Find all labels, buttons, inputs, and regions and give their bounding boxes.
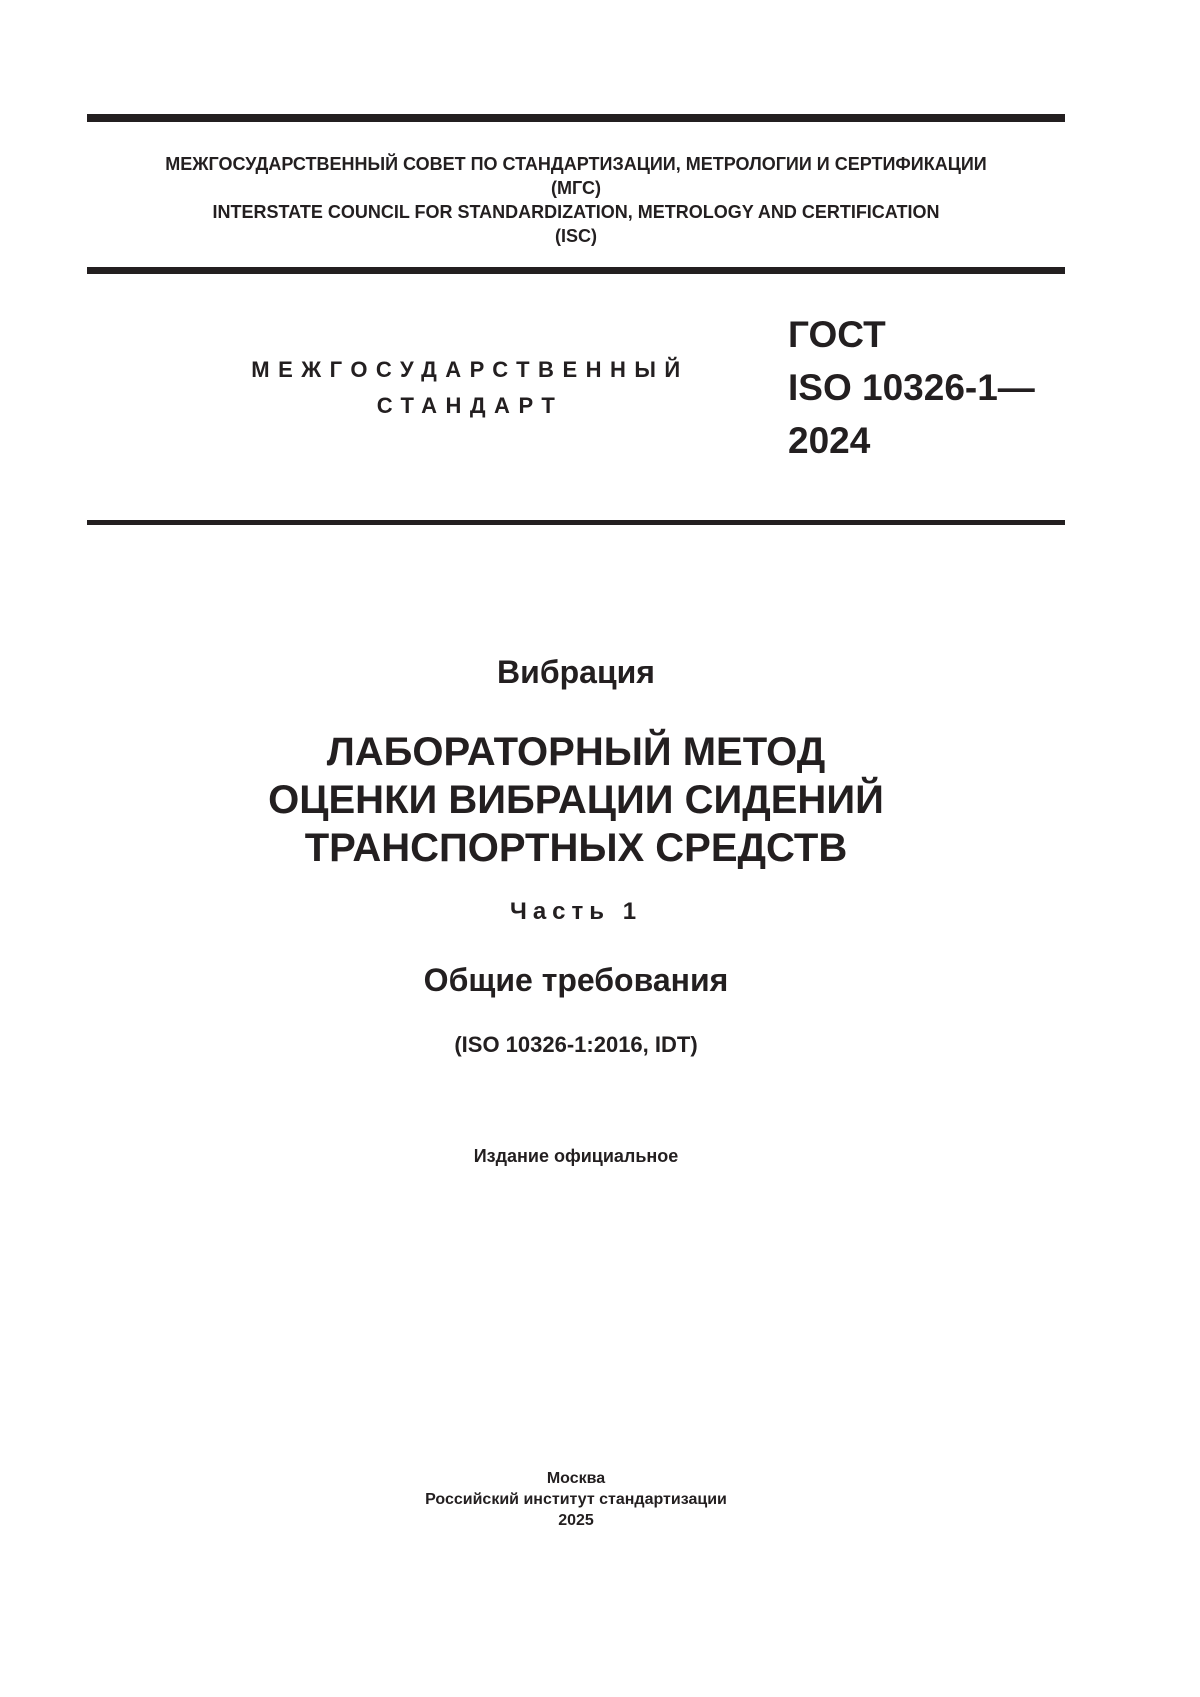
title-line-3: ТРАНСПОРТНЫХ СРЕДСТВ [304, 826, 848, 870]
title-line-2: ОЦЕНКИ ВИБРАЦИИ СИДЕНИЙ [268, 778, 884, 822]
designation-line-1: ГОСТ [788, 314, 886, 355]
top-rule [87, 114, 1065, 122]
council-name-en: INTERSTATE COUNCIL FOR STANDARDIZATION, METROLOGY AND CERTIFICATION [212, 202, 940, 222]
title-line-1: ЛАБОРАТОРНЫЙ МЕТОД [326, 730, 826, 774]
designation-divider [87, 520, 1065, 525]
council-name-ru: МЕЖГОСУДАРСТВЕННЫЙ СОВЕТ ПО СТАНДАРТИЗАЦИИ, МЕТРОЛОГИИ И СЕРТИФИКАЦИИ [165, 154, 987, 174]
publisher-city: Москва [546, 1470, 606, 1487]
publication-year: 2025 [558, 1512, 594, 1529]
part-label: Часть 1 [509, 898, 643, 925]
publisher-name: Российский институт стандартизации [425, 1491, 727, 1508]
iso-reference: (ISO 10326-1:2016, IDT) [454, 1032, 698, 1057]
designation-line-2: ISO 10326-1— [788, 367, 1035, 408]
standard-type-line-2: СТАНДАРТ [376, 393, 564, 418]
header-divider [87, 267, 1065, 274]
standard-type-line-1: МЕЖГОСУДАРСТВЕННЫЙ [251, 357, 689, 382]
document-subtitle: Общие требования [423, 962, 729, 998]
council-header [87, 152, 1065, 248]
subject-heading: Вибрация [497, 654, 655, 690]
council-abbr-en: (ISC) [555, 226, 597, 246]
document-title [87, 728, 1065, 872]
standard-designation [788, 308, 1068, 467]
edition-label: Издание официальное [473, 1146, 679, 1166]
publisher-block [87, 1468, 1065, 1531]
standard-type [200, 352, 740, 424]
council-abbr-ru: (МГС) [551, 178, 601, 198]
designation-line-3: 2024 [788, 420, 871, 461]
